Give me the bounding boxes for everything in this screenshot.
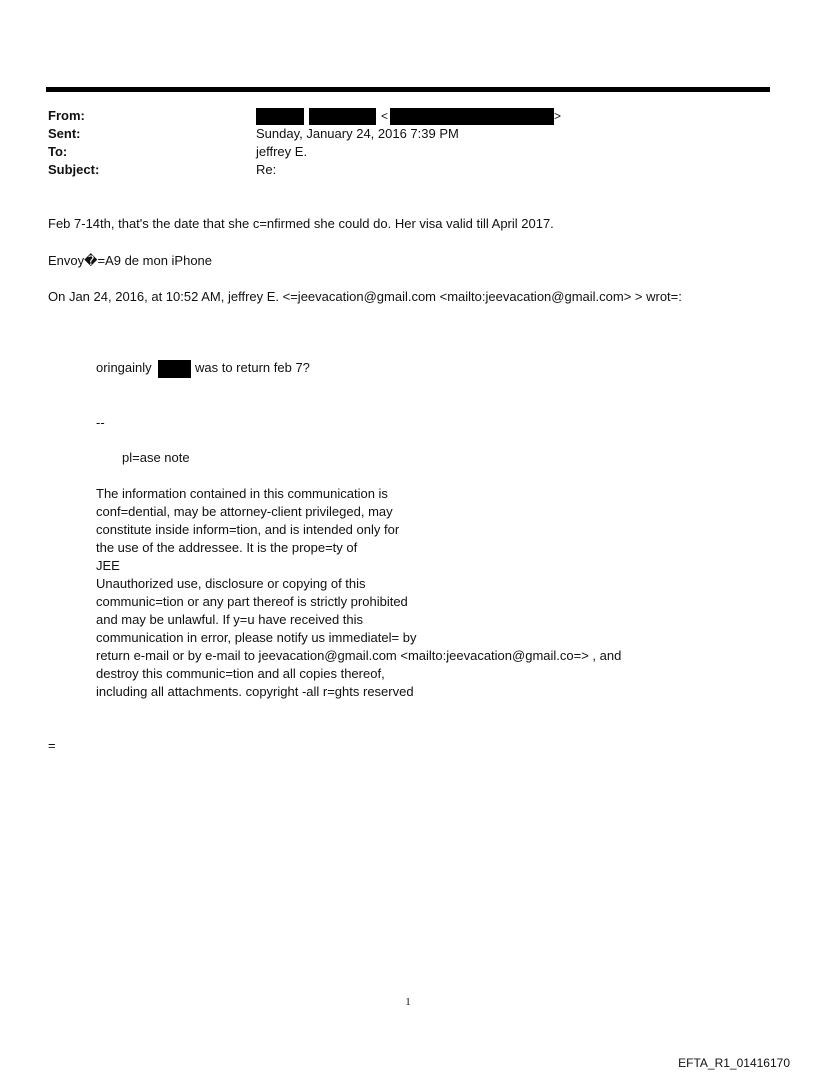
- quoted-text-after-redaction: was to return feb 7?: [195, 360, 310, 375]
- redaction-sender-email: [390, 108, 554, 125]
- disclaimer-line: and may be unlawful. If y=u have received this: [96, 612, 364, 627]
- confidentiality-disclaimer: [96, 485, 621, 701]
- sent-value: Sunday, January 24, 2016 7:39 PM: [256, 126, 459, 141]
- please-note-line: pl=ase note: [122, 450, 190, 465]
- trailing-equals: =: [48, 738, 56, 753]
- disclaimer-line: the use of the addressee. It is the prope=ty of: [96, 540, 358, 555]
- quote-attribution: On Jan 24, 2016, at 10:52 AM, jeffrey E. <=jeevacation@gmail.com <mailto:jeevacation@gmail.com> > wrot=:: [48, 289, 682, 304]
- disclaimer-line: communic=tion or any part thereof is strictly prohibited: [96, 594, 408, 609]
- redaction-quoted-name: [158, 360, 191, 378]
- disclaimer-line: conf=dential, may be attorney-client privileged, may: [96, 504, 393, 519]
- sender-email-close-bracket: >: [554, 109, 562, 123]
- sender-email-open-bracket: <: [381, 109, 389, 123]
- to-value: jeffrey E.: [256, 144, 308, 159]
- page-number: 1: [405, 996, 411, 1008]
- signature-separator: --: [96, 415, 105, 430]
- disclaimer-line: constitute inside inform=tion, and is intended only for: [96, 522, 400, 537]
- to-label: To:: [48, 144, 68, 159]
- disclaimer-line: including all attachments. copyright -all r=ghts reserved: [96, 684, 414, 699]
- redaction-sender-last-name: [309, 108, 376, 125]
- disclaimer-line: communication in error, please notify us immediatel= by: [96, 630, 417, 645]
- disclaimer-line: Unauthorized use, disclosure or copying of this: [96, 576, 366, 591]
- body-line-1: Feb 7-14th, that's the date that she c=nfirmed she could do. Her visa valid till April 2017.: [48, 216, 554, 231]
- redaction-sender-first-name: [256, 108, 304, 125]
- from-label: From:: [48, 108, 85, 123]
- subject-value: Re:: [256, 162, 277, 177]
- disclaimer-line: return e-mail or by e-mail to jeevacation@gmail.com <mailto:jeevacation@gmail.co=> , and: [96, 648, 622, 663]
- subject-label: Subject:: [48, 162, 100, 177]
- document-id: EFTA_R1_01416170: [678, 1056, 790, 1070]
- quoted-text-before-redaction: oringainly: [96, 360, 152, 375]
- disclaimer-line: destroy this communic=tion and all copies thereof,: [96, 666, 385, 681]
- header-divider: [46, 87, 770, 92]
- disclaimer-line: JEE: [96, 558, 120, 573]
- body-signature: Envoy�=A9 de mon iPhone: [48, 253, 213, 268]
- sent-label: Sent:: [48, 126, 81, 141]
- disclaimer-line: The information contained in this communication is: [96, 486, 388, 501]
